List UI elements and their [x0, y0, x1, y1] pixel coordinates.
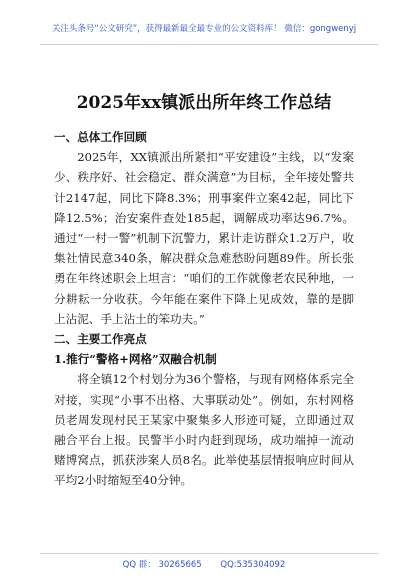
- section-heading-overview: 一、总体工作回顾: [54, 130, 147, 144]
- subsection-heading-grid-mechanism: 1.推行“警格+网格”双融合机制: [54, 352, 217, 367]
- header-divider: [40, 44, 378, 45]
- footer: [0, 558, 408, 570]
- overview-paragraph: 2025年，XX镇派出所紧扣“平安建设”主线，以“发案少、秩序好、社会稳定、群众满意”为目标，全年接处警共计2147起，同比下降8.3%；刑事案件立案42起，同比下降12.5%；治安案件查处185起，调解成功率达96.7%。通过“一村一警”机制下沉警力，累计走访群众1.2万户，收集社情民意340条，解决群众急难愁盼问题89件。所长张勇在年终述职会上坦言：“咱们的工作就像老农民种地，一分耕耘一分收获。今年能在案件下降上见成效，靠的是脚上沾泥、手上沾土的笨功夫。”: [54, 150, 354, 326]
- grid-mechanism-paragraph: 将全镇12个村划分为36个警格，与现有网格体系完全对接，实现“小事不出格、大事联动处”。例如，东村网格员老周发现村民王某家中聚集多人形迹可疑，立即通过双融合平台上报。民警半小时内赶到现场，成功端掉一流动赌博窝点，抓获涉案人员8名。此举使基层情报响应时间从平均2小时缩短至40分钟。: [54, 372, 354, 488]
- section-heading-highlights: 二、主要工作亮点: [54, 332, 147, 347]
- header-note: 关注头条号“公文研究”，获得最新最全最专业的公文资料库！ 微信：gongwenyj: [51, 24, 357, 34]
- footer-qq-group: QQ 群： 30265665: [122, 560, 202, 570]
- document-title: 2025年xx镇派出所年终工作总结: [76, 93, 332, 113]
- document-body: [54, 127, 354, 491]
- footer-divider: [40, 553, 378, 554]
- footer-qq-number: QQ:535304092: [220, 560, 286, 570]
